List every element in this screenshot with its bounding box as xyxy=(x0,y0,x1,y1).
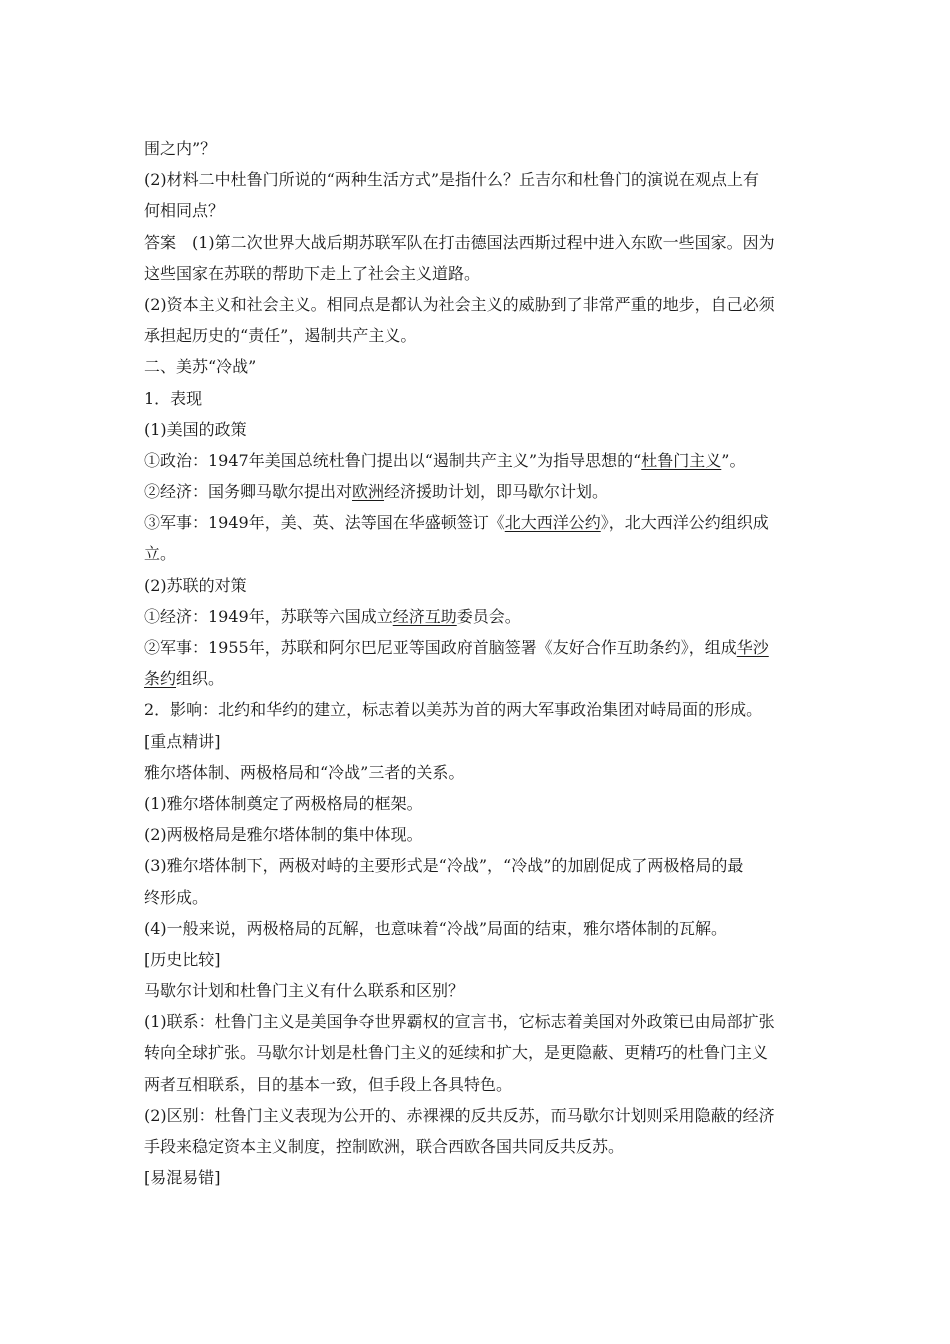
text-line xyxy=(144,1037,812,1068)
text-segment: 二、美苏“冷战” xyxy=(144,357,257,377)
text-line xyxy=(144,1162,812,1193)
text-segment: 转向全球扩张。马歇尔计划是杜鲁门主义的延续和扩大，是更隐蔽、更精巧的杜鲁门主义 xyxy=(144,1043,769,1063)
text-line xyxy=(144,819,812,850)
underlined-answer: 经济互助 xyxy=(392,606,457,626)
text-line xyxy=(144,913,812,944)
text-line xyxy=(144,663,812,694)
underlined-answer: 欧洲 xyxy=(352,482,385,502)
text-line xyxy=(144,570,812,601)
text-line xyxy=(144,975,812,1006)
text-line xyxy=(144,726,812,757)
text-line xyxy=(144,694,812,725)
text-segment: [易混易错] xyxy=(144,1168,221,1188)
text-segment: [重点精讲] xyxy=(144,731,221,751)
text-segment: 马歇尔计划和杜鲁门主义有什么联系和区别？ xyxy=(144,981,465,1001)
underlined-answer: 杜鲁门主义 xyxy=(641,450,722,470)
text-line xyxy=(144,1006,812,1037)
text-segment: (3)雅尔塔体制下，两极对峙的主要形式是“冷战”，“冷战”的加剧促成了两极格局的最 xyxy=(144,856,744,876)
text-line xyxy=(144,632,812,663)
text-line xyxy=(144,476,812,507)
text-segment: ③军事：1949年，美、英、法等国在华盛顿签订《 xyxy=(144,513,505,533)
text-segment: 承担起历史的“责任”，遏制共产主义。 xyxy=(144,326,417,346)
text-segment: 终形成。 xyxy=(144,887,209,907)
text-segment: ②经济：国务卿马歇尔提出对 xyxy=(144,482,353,502)
text-segment: 》，北大西洋公约组织成 xyxy=(600,513,769,533)
text-segment: 手段来稳定资本主义制度，控制欧洲，联合西欧各国共同反共反苏。 xyxy=(144,1137,625,1156)
text-segment: (1)美国的政策 xyxy=(144,419,247,439)
text-line xyxy=(144,351,812,382)
text-segment: 雅尔塔体制、两极格局和“冷战”三者的关系。 xyxy=(144,762,465,782)
text-segment: (4)一般来说，两极格局的瓦解，也意味着“冷战”局面的结束，雅尔塔体制的瓦解。 xyxy=(144,918,728,938)
text-segment: 围之内”？ xyxy=(144,139,217,158)
text-segment: (2)苏联的对策 xyxy=(144,575,247,595)
underlined-answer: 华沙 xyxy=(736,638,769,657)
text-segment: (1)雅尔塔体制奠定了两极格局的框架。 xyxy=(144,793,423,813)
text-line xyxy=(144,601,812,632)
text-segment: (1)联系：杜鲁门主义是美国争夺世界霸权的宣言书，它标志着美国对外政策已由局部扩张 xyxy=(144,1012,775,1032)
text-line xyxy=(144,383,812,414)
underlined-answer: 条约 xyxy=(144,669,177,689)
text-segment: (2)两极格局是雅尔塔体制的集中体现。 xyxy=(144,825,423,845)
text-line xyxy=(144,1131,812,1162)
text-segment: ②军事：1955年，苏联和阿尔巴尼亚等国政府首脑签署《友好合作互助条约》，组成 xyxy=(144,638,737,657)
text-line xyxy=(144,227,812,258)
text-segment: (2)资本主义和社会主义。相同点是都认为社会主义的威胁到了非常严重的地步，自己必须 xyxy=(144,294,775,314)
text-segment: 经济援助计划，即马歇尔计划。 xyxy=(384,482,609,502)
text-line xyxy=(144,882,812,913)
text-segment: 立。 xyxy=(144,544,177,564)
text-line xyxy=(144,133,812,164)
text-line xyxy=(144,1069,812,1100)
text-segment: 这些国家在苏联的帮助下走上了社会主义道路。 xyxy=(144,263,481,283)
text-segment: (2)材料二中杜鲁门所说的“两种生活方式”是指什么？丘吉尔和杜鲁门的演说在观点上有 xyxy=(144,170,760,190)
document-body xyxy=(144,133,812,1193)
text-segment: 2．影响：北约和华约的建立，标志着以美苏为首的两大军事政治集团对峙局面的形成。 xyxy=(144,700,763,720)
text-line xyxy=(144,788,812,819)
text-line xyxy=(144,414,812,445)
text-segment: (2)区别：杜鲁门主义表现为公开的、赤裸裸的反共反苏，而马歇尔计划则采用隐蔽的经济 xyxy=(144,1105,775,1125)
text-line xyxy=(144,289,812,320)
text-segment: ”。 xyxy=(721,450,746,470)
text-segment: 两者互相联系，目的基本一致，但手段上各具特色。 xyxy=(144,1074,513,1094)
text-line xyxy=(144,1100,812,1131)
text-segment: 组织。 xyxy=(176,669,225,689)
text-line xyxy=(144,944,812,975)
text-line xyxy=(144,850,812,881)
text-segment: 1．表现 xyxy=(144,388,203,408)
text-line xyxy=(144,757,812,788)
text-line xyxy=(144,164,812,195)
text-line xyxy=(144,445,812,476)
text-segment: 委员会。 xyxy=(456,606,521,626)
text-line xyxy=(144,507,812,538)
text-segment: 答案 (1)第二次世界大战后期苏联军队在打击德国法西斯过程中进入东欧一些国家。因为 xyxy=(144,232,775,252)
text-segment: [历史比较] xyxy=(144,949,221,969)
text-segment: ①政治：1947年美国总统杜鲁门提出以“遏制共产主义”为指导思想的“ xyxy=(144,450,642,470)
underlined-answer: 北大西洋公约 xyxy=(504,513,601,533)
text-segment: 何相同点？ xyxy=(144,201,225,221)
text-segment: ①经济：1949年，苏联等六国成立 xyxy=(144,606,393,626)
text-line xyxy=(144,538,812,569)
text-line xyxy=(144,258,812,289)
text-line xyxy=(144,320,812,351)
text-line xyxy=(144,195,812,226)
